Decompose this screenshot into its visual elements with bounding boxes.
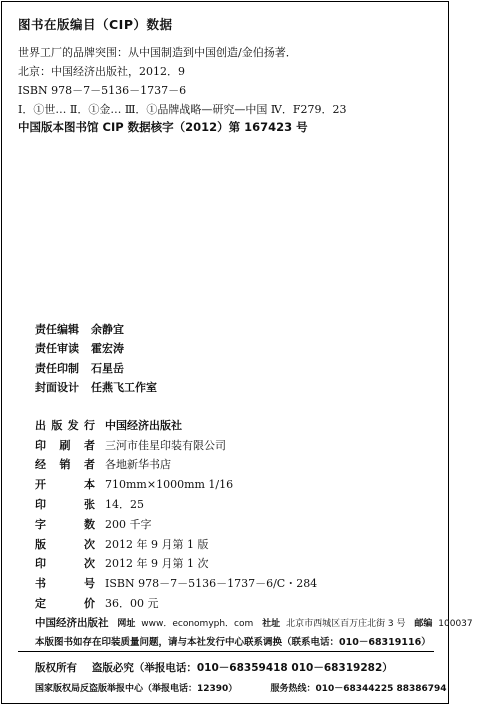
pub-row bbox=[35, 573, 317, 593]
pub-label: 印次 bbox=[35, 557, 95, 571]
pub-value: 710mm×1000mm 1/16 bbox=[105, 477, 234, 491]
pub-value: 36．00 元 bbox=[105, 597, 159, 611]
publication-details bbox=[35, 415, 317, 613]
cip-heading: 图书在版编目（CIP）数据 bbox=[18, 17, 173, 32]
pub-label: 版次 bbox=[35, 537, 95, 551]
staff-row-reviewer bbox=[35, 339, 157, 359]
cip-publisher-line: 北京：中国经济出版社，2012．9 bbox=[18, 65, 185, 78]
footer-publisher-name: 中国经济出版社 bbox=[35, 617, 109, 629]
quality-note: 本版图书如存在印装质量问题，请与本社发行中心联系调换（联系电话：010－68319116） bbox=[35, 637, 431, 648]
staff-label: 责任印制 bbox=[35, 361, 79, 375]
pub-value: 中国经济出版社 bbox=[105, 418, 182, 432]
pub-value: 200 千字 bbox=[105, 517, 152, 531]
staff-value: 余静宜 bbox=[91, 322, 124, 336]
pub-label: 定价 bbox=[35, 597, 95, 611]
anti-piracy-office: 国家版权局反盗版举报中心（举报电话：12390） bbox=[35, 684, 238, 694]
pub-row bbox=[35, 435, 317, 455]
pub-label: 书号 bbox=[35, 577, 95, 591]
cip-title-line: 世界工厂的品牌突围：从中国制造到中国创造/金伯扬著． bbox=[18, 46, 297, 59]
footer-postcode: 100037 bbox=[438, 619, 473, 629]
rights-reserved: 版权所有 bbox=[35, 662, 77, 674]
cip-classification-line: Ⅰ．①世… Ⅱ．①金… Ⅲ．①品牌战略—研究—中国 Ⅳ．F279．23 bbox=[18, 103, 347, 116]
cip-isbn-line: ISBN 978－7－5136－1737－6 bbox=[18, 84, 187, 97]
footer-address: 北京市西城区百万庄北街 3 号 bbox=[286, 619, 406, 629]
piracy-report: 盗版必究（举报电话：010－68359418 010－68319282） bbox=[91, 662, 393, 674]
pub-row bbox=[35, 534, 317, 554]
pub-label: 印刷者 bbox=[35, 438, 95, 452]
staff-row-cover-design bbox=[35, 378, 157, 398]
copyright-page bbox=[1, 1, 473, 704]
staff-label: 责任编辑 bbox=[35, 322, 79, 336]
pub-row bbox=[35, 514, 317, 534]
pub-row bbox=[35, 455, 317, 475]
pub-row bbox=[35, 474, 317, 494]
staff-list bbox=[35, 319, 157, 397]
staff-label: 封面设计 bbox=[35, 381, 79, 395]
pub-value: 三河市佳星印装有限公司 bbox=[105, 438, 226, 452]
footer-divider bbox=[18, 651, 434, 652]
staff-row-editor bbox=[35, 319, 157, 339]
staff-label: 责任审读 bbox=[35, 342, 79, 356]
pub-label: 字数 bbox=[35, 517, 95, 531]
pub-row bbox=[35, 593, 317, 613]
footer-postcode-label: 邮编 bbox=[414, 619, 433, 629]
pub-value: 各地新华书店 bbox=[105, 458, 171, 472]
pub-value: 2012 年 9 月第 1 版 bbox=[105, 537, 209, 551]
staff-value: 石星岳 bbox=[91, 361, 124, 375]
pub-value: ISBN 978－7－5136－1737－6/C・284 bbox=[105, 577, 318, 591]
service-hotline: 服务热线：010－68344225 88386794 bbox=[270, 684, 447, 694]
pub-value: 2012 年 9 月第 1 次 bbox=[105, 557, 209, 571]
footer-website: www．economyph．com bbox=[141, 619, 254, 629]
pub-row bbox=[35, 494, 317, 514]
pub-label: 开本 bbox=[35, 478, 95, 492]
pub-label: 印张 bbox=[35, 498, 95, 512]
pub-label: 经销者 bbox=[35, 458, 95, 472]
pub-label: 出版发行 bbox=[35, 418, 95, 432]
rights-line bbox=[35, 660, 399, 675]
staff-value: 霍宏涛 bbox=[91, 342, 124, 356]
footer-address-label: 社址 bbox=[262, 619, 281, 629]
staff-value: 任燕飞工作室 bbox=[91, 381, 157, 395]
pub-value: 14．25 bbox=[105, 498, 144, 512]
footer-website-label: 网址 bbox=[117, 619, 136, 629]
cip-catalog-note: 中国版本图书馆 CIP 数据核字（2012）第 167423 号 bbox=[18, 120, 308, 134]
pub-row bbox=[35, 415, 317, 435]
pub-row bbox=[35, 554, 317, 574]
publisher-contact-line bbox=[35, 615, 479, 630]
anti-piracy-line bbox=[35, 681, 453, 694]
staff-row-printing bbox=[35, 358, 157, 378]
